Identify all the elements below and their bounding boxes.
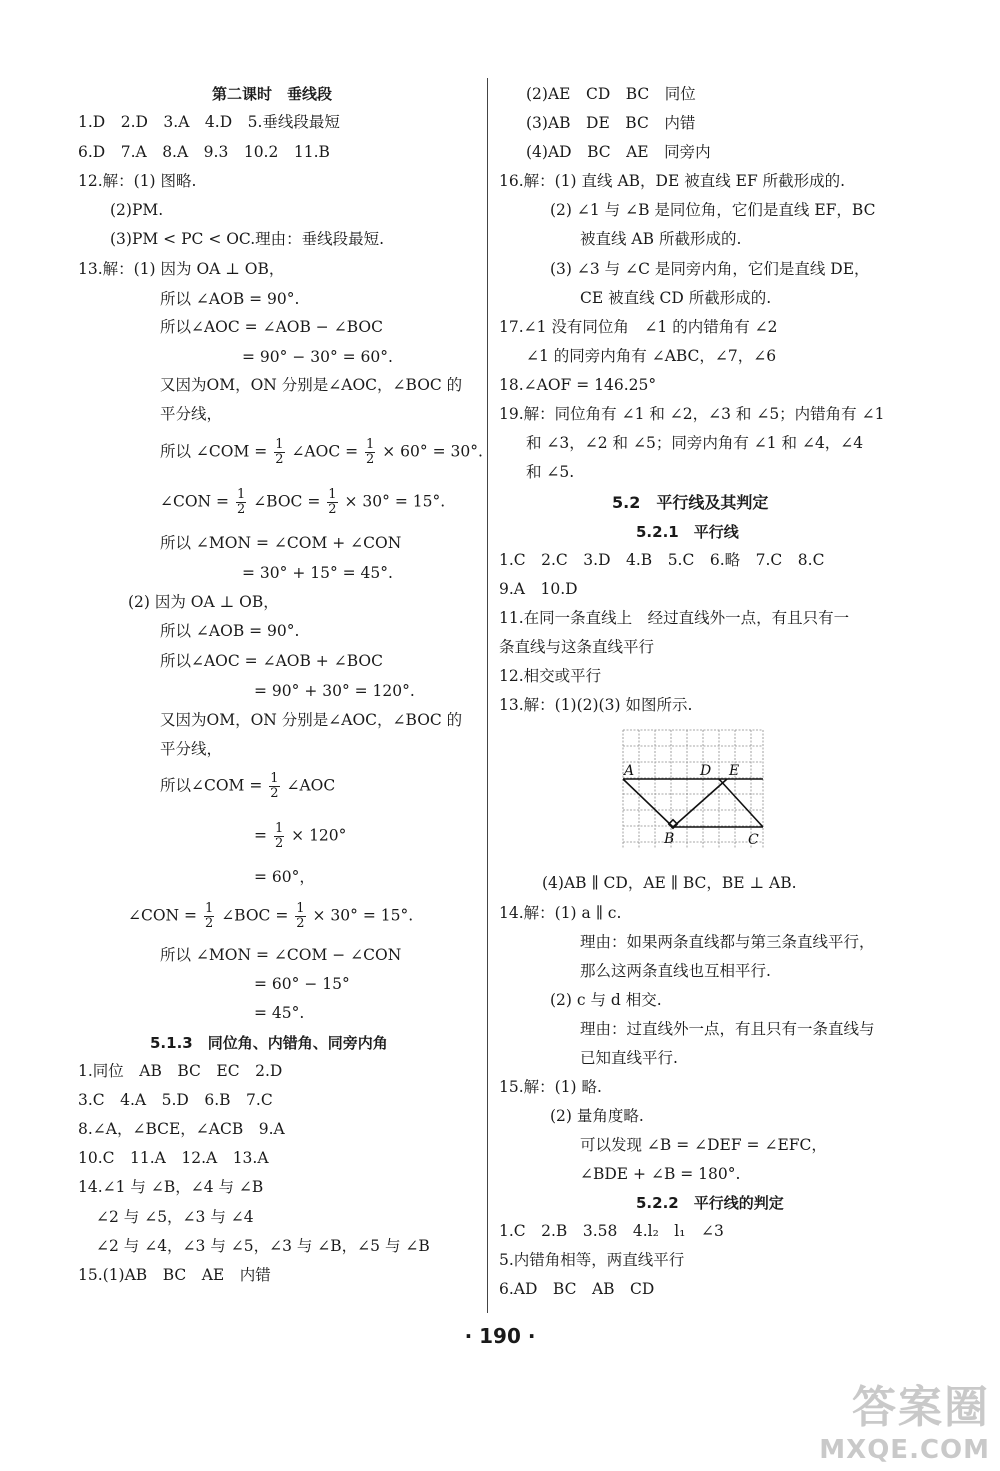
answer-line: (2) 因为 OA ⊥ OB， [128, 593, 279, 611]
answer-line: 19.解：同位角有 ∠1 和 ∠2，∠3 和 ∠5；内错角有 ∠1 [499, 405, 885, 423]
fraction: $\frac{1}{2}$ [236, 487, 246, 517]
answer-line: 14.∠1 与 ∠B，∠4 与 ∠B [78, 1178, 264, 1196]
answer-line: 理由：过直线外一点，有且只有一条直线与 [580, 1020, 875, 1038]
section-title: 5.1.3 同位角、内错角、同旁内角 [150, 1034, 388, 1052]
subsection-title: 5.2.2 平行线的判定 [636, 1194, 784, 1212]
answer-line: 12.相交或平行 [499, 667, 602, 685]
fraction: $\frac{1}{2}$ [274, 821, 284, 851]
answer-line: 16.解：(1) 直线 AB，DE 被直线 EF 所截形成的. [499, 172, 846, 190]
label-b: B [664, 831, 675, 847]
answer-line: 13.解：(1)(2)(3) 如图所示. [499, 696, 693, 714]
answer-line: 和 ∠3，∠2 和 ∠5；同旁内角有 ∠1 和 ∠4，∠4 [526, 434, 864, 452]
answer-line: 所以 ∠AOB = 90°. [160, 622, 300, 640]
answer-line: ∠2 与 ∠5，∠3 与 ∠4 [96, 1208, 254, 1226]
subsection-title: 5.2.1 平行线 [636, 523, 739, 541]
answer-line: ∠2 与 ∠4，∠3 与 ∠5，∠3 与 ∠B，∠5 与 ∠B [96, 1237, 430, 1255]
answer-line: (2)PM. [110, 201, 164, 219]
answer-line: 13.解：(1) 因为 OA ⊥ OB， [78, 260, 285, 278]
answer-line: 理由：如果两条直线都与第三条直线平行， [580, 933, 875, 951]
answer-line: 8.∠A，∠BCE，∠ACB 9.A [78, 1120, 285, 1138]
answer-line: ∠BDE + ∠B = 180°. [580, 1165, 741, 1183]
fraction: $\frac{1}{2}$ [328, 487, 337, 517]
page-number: · 190 · [464, 1324, 536, 1348]
answer-line: CE 被直线 CD 所截形成的. [580, 289, 772, 307]
answer-line: 1.同位 AB BC EC 2.D [78, 1062, 283, 1080]
answer-line: 被直线 AB 所截形成的. [580, 230, 742, 248]
answer-line: 18.∠AOF = 146.25° [499, 376, 657, 394]
watermark-logo: 答案圈 MXQE.COM [819, 1382, 990, 1465]
segment-ab [623, 779, 673, 827]
answer-line: 6.AD BC AB CD [499, 1280, 655, 1298]
answer-line: 1.D 2.D 3.A 4.D 5.垂线段最短 [78, 113, 340, 131]
segment-ec [719, 779, 763, 827]
answer-line: 11.在同一条直线上 经过直线外一点，有且只有一 [499, 609, 850, 627]
answer-line: 已知直线平行. [580, 1049, 678, 1067]
fraction-equation: 所以 ∠COM = $\frac{1}{2}$ ∠AOC = $\frac{1}{2}$ × 60° = 30°. [160, 437, 483, 467]
answer-line: 所以 ∠MON = ∠COM − ∠CON [160, 946, 402, 964]
column-divider [487, 78, 488, 1313]
grid-figure [620, 727, 766, 851]
answer-line: = 45°. [254, 1004, 305, 1022]
answer-line: 又因为OM，ON 分别是∠AOC，∠BOC 的 [160, 711, 463, 729]
answer-line: 6.D 7.A 8.A 9.3 10.2 11.B [78, 143, 330, 161]
section-title: 5.2 平行线及其判定 [612, 493, 769, 512]
answer-line: 可以发现 ∠B = ∠DEF = ∠EFC， [580, 1136, 827, 1154]
answer-line: (3)AB DE BC 内错 [526, 114, 696, 132]
answer-line: 9.A 10.D [499, 580, 578, 598]
answer-line: ∠1 的同旁内角有 ∠ABC，∠7，∠6 [526, 347, 777, 365]
segment-be [673, 779, 727, 827]
answer-line: 10.C 11.A 12.A 13.A [78, 1149, 269, 1167]
label-e: E [729, 763, 740, 779]
answer-line: 那么这两条直线也互相平行. [580, 962, 771, 980]
answer-line: 和 ∠5. [526, 463, 575, 481]
answer-line: = 30° + 15° = 45°. [242, 564, 393, 582]
grid-lines [623, 730, 763, 848]
answer-line: (2) c 与 d 相交. [550, 991, 662, 1009]
fraction: $\frac{1}{2}$ [296, 901, 305, 931]
label-c: C [748, 832, 759, 848]
answer-line: 平分线， [160, 405, 223, 423]
answer-line: (3) ∠3 与 ∠C 是同旁内角，它们是直线 DE， [550, 260, 870, 278]
answer-line: 平分线， [160, 740, 223, 758]
fraction: $\frac{1}{2}$ [366, 437, 375, 467]
answer-line: 条直线与这条直线平行 [499, 638, 655, 656]
answer-line: 1.C 2.C 3.D 4.B 5.C 6.略 7.C 8.C [499, 551, 825, 569]
section-title: 第二课时 垂线段 [212, 85, 333, 103]
answer-line: 又因为OM，ON 分别是∠AOC，∠BOC 的 [160, 376, 463, 394]
answer-line: = 60° − 15° [254, 975, 350, 993]
answer-line: 所以 ∠MON = ∠COM + ∠CON [160, 534, 402, 552]
answer-line: 15.(1)AB BC AE 内错 [78, 1266, 271, 1284]
fraction-equation: ∠CON = $\frac{1}{2}$ ∠BOC = $\frac{1}{2}$ × 30° = 15°. [128, 901, 414, 931]
answer-line: 所以 ∠AOB = 90°. [160, 290, 300, 308]
answer-line: 3.C 4.A 5.D 6.B 7.C [78, 1091, 273, 1109]
answer-line: = 90° − 30° = 60°. [242, 348, 393, 366]
answer-line: (2) ∠1 与 ∠B 是同位角，它们是直线 EF，BC [550, 201, 876, 219]
fraction: $\frac{1}{2}$ [275, 437, 284, 467]
answer-line: (4)AD BC AE 同旁内 [526, 143, 711, 161]
answer-line: 12.解：(1) 图略. [78, 172, 197, 190]
label-a: A [624, 763, 635, 779]
answer-line: (4)AB ∥ CD，AE ∥ BC，BE ⊥ AB. [542, 874, 797, 892]
answer-line: 15.解：(1) 略. [499, 1078, 602, 1096]
answer-line: 14.解：(1) a ∥ c. [499, 904, 622, 922]
fraction-equation: ∠CON = $\frac{1}{2}$ ∠BOC = $\frac{1}{2}$ × 30° = 15°. [160, 487, 446, 517]
answer-line: 5.内错角相等，两直线平行 [499, 1251, 685, 1269]
fraction-equation: = $\frac{1}{2}$ × 120° [254, 821, 347, 851]
answer-line: 所以∠AOC = ∠AOB − ∠BOC [160, 318, 383, 336]
answer-line: (3)PM < PC < OC.理由：垂线段最短. [110, 230, 385, 248]
fraction-equation: 所以∠COM = $\frac{1}{2}$ ∠AOC [160, 771, 336, 801]
answer-line: = 90° + 30° = 120°. [254, 682, 415, 700]
answer-line: 所以∠AOC = ∠AOB + ∠BOC [160, 652, 383, 670]
answer-line: 17.∠1 没有同位角 ∠1 的内错角有 ∠2 [499, 318, 778, 336]
label-d: D [700, 763, 712, 779]
fraction: $\frac{1}{2}$ [204, 901, 214, 931]
answer-line: = 60°， [254, 868, 315, 886]
fraction: $\frac{1}{2}$ [270, 771, 279, 801]
answer-line: (2)AE CD BC 同位 [526, 85, 696, 103]
answer-line: 1.C 2.B 3.58 4.l₂ l₁ ∠3 [499, 1222, 724, 1240]
answer-line: (2) 量角度略. [550, 1107, 644, 1125]
